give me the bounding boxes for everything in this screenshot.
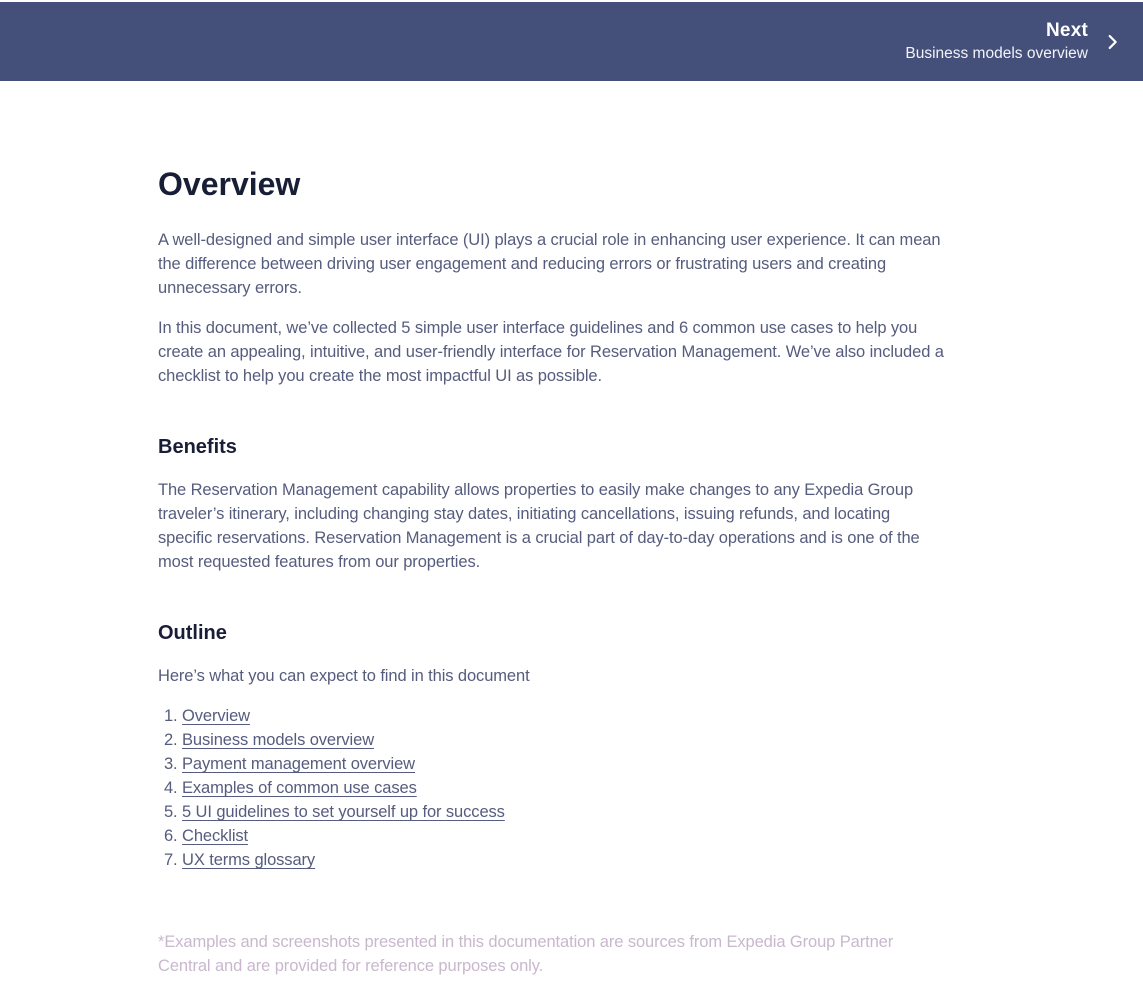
next-page-nav[interactable]	[0, 2, 1143, 81]
outline-link-ui-guidelines[interactable]: 5 UI guidelines to set yourself up for success	[182, 803, 505, 821]
outline-item	[182, 848, 948, 872]
outline-heading: Outline	[158, 622, 227, 644]
outline-link-checklist[interactable]: Checklist	[182, 827, 249, 845]
outline-item	[182, 776, 948, 800]
next-label: Next	[1046, 20, 1088, 42]
document-body	[158, 81, 948, 998]
benefits-paragraph: The Reservation Management capability allows properties to easily make changes to any Expedia Group traveler’s itinerary, including changing stay dates, initiating cancellations, issuing refunds, and locating specific reservations. Reservation Management is a crucial part of day-to-day operations and is one of the most requested features from our properties.	[158, 481, 920, 571]
outline-link-ux-glossary[interactable]: UX terms glossary	[182, 851, 316, 869]
outline-item	[182, 800, 948, 824]
chevron-right-icon	[1101, 31, 1123, 53]
outline-link-overview[interactable]: Overview	[182, 707, 250, 725]
next-page-nav-text	[905, 20, 1088, 63]
next-target-label: Business models overview	[905, 45, 1088, 63]
footnote: *Examples and screenshots presented in this documentation are sources from Expedia Group Partner Central and are provided for reference purposes only.	[158, 933, 894, 975]
outline-intro: Here’s what you can expect to find in this document	[158, 667, 530, 685]
outline-link-payment-management[interactable]: Payment management overview	[182, 755, 415, 773]
page-title: Overview	[158, 166, 301, 202]
outline-link-business-models[interactable]: Business models overview	[182, 731, 375, 749]
benefits-heading: Benefits	[158, 436, 237, 458]
intro-paragraph-1: A well-designed and simple user interface (UI) plays a crucial role in enhancing user experience. It can mean the difference between driving user engagement and reducing errors or frustrating users and creating unnecessary errors.	[158, 231, 941, 297]
outline-list	[158, 704, 948, 872]
outline-link-common-use-cases[interactable]: Examples of common use cases	[182, 779, 417, 797]
outline-item	[182, 824, 948, 848]
outline-item	[182, 752, 948, 776]
outline-item	[182, 704, 948, 728]
outline-item	[182, 728, 948, 752]
intro-paragraph-2: In this document, we’ve collected 5 simple user interface guidelines and 6 common use cases to help you create an appealing, intuitive, and user-friendly interface for Reservation Management. We’ve also included a checklist to help you create the most impactful UI as possible.	[158, 319, 944, 385]
